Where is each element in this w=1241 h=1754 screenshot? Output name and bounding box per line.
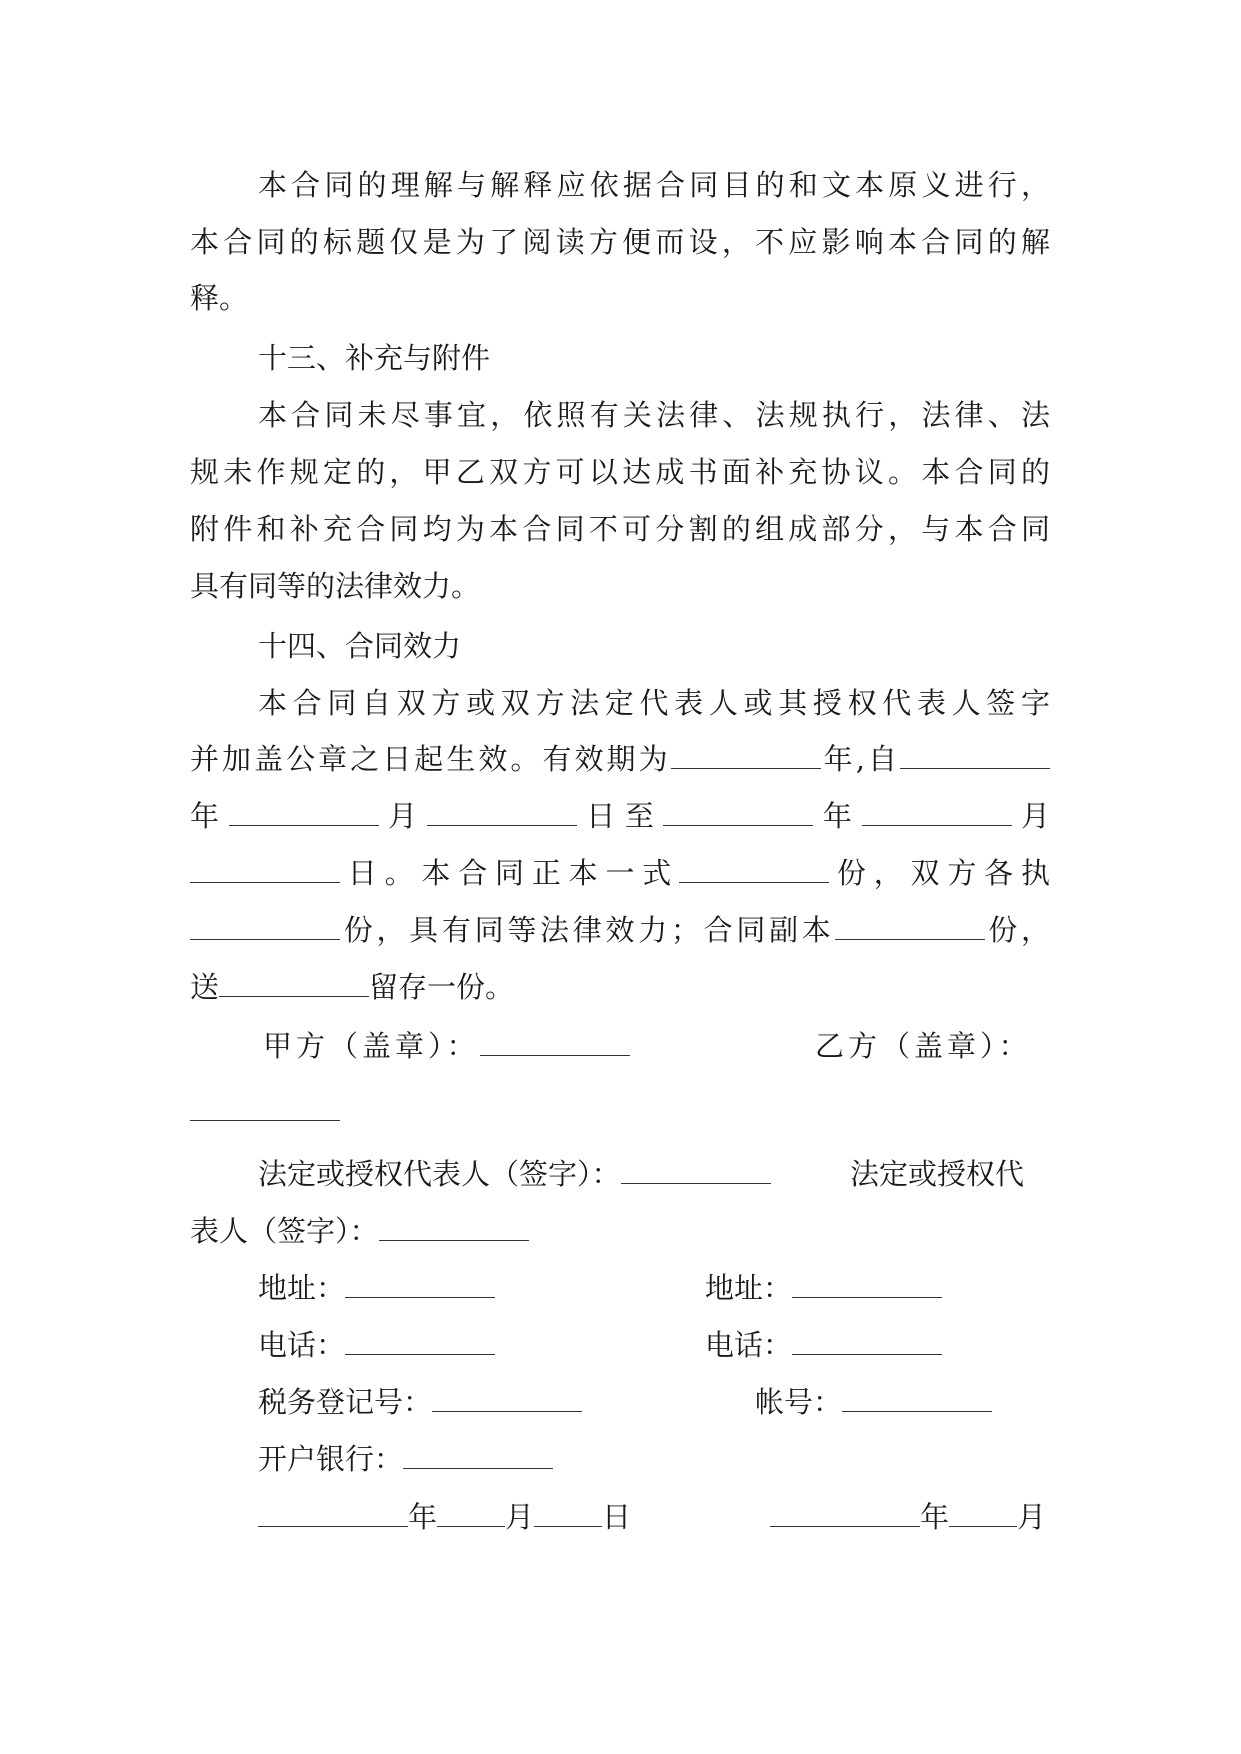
copies-line: [190, 967, 1050, 1007]
fill-blank[interactable]: [949, 1502, 1017, 1527]
section-heading: 十四、合同效力: [258, 629, 462, 663]
label: 日: [602, 1500, 632, 1534]
text-segment: 并加盖公章之日起生效。有效期为: [190, 742, 671, 776]
text-segment: 份，双方各执: [829, 856, 1050, 890]
rep-b-line: [190, 1211, 1050, 1251]
paragraph-line: 本合同的标题仅是为了阅读方便而设，不应影响本合同的解: [190, 225, 1050, 259]
paragraph-line: 本合同自双方或双方法定代表人或其授权代表人签字: [258, 686, 1050, 720]
fill-blank[interactable]: [792, 1273, 942, 1298]
text-segment: 月: [388, 799, 418, 833]
text-segment: 留存一份。: [369, 970, 515, 1004]
label: 电话：: [258, 1328, 346, 1362]
fill-blank[interactable]: [345, 1273, 495, 1298]
fill-blank[interactable]: [403, 1444, 553, 1469]
copies-line: [190, 853, 1050, 893]
paragraph-line: 本合同的理解与解释应依据合同目的和文本原义进行，: [258, 168, 1050, 202]
date-a: [258, 1497, 678, 1537]
label: 年: [408, 1500, 438, 1534]
label: 月: [505, 1500, 535, 1534]
paragraph-line: 本合同未尽事宜，依照有关法律、法规执行，法律、法: [258, 398, 1050, 432]
fill-blank[interactable]: [379, 1216, 529, 1241]
fill-blank[interactable]: [679, 858, 829, 883]
label: 法定或授权代表人（签字）：: [258, 1157, 621, 1191]
fill-blank[interactable]: [534, 1502, 602, 1527]
paragraph-line: 具有同等的法律效力。: [190, 569, 481, 603]
fill-blank[interactable]: [621, 1159, 771, 1184]
section-heading: 十三、补充与附件: [258, 341, 491, 375]
paragraph-line: 释。: [190, 281, 249, 315]
text-segment: 年: [822, 799, 853, 833]
fill-blank[interactable]: [190, 858, 340, 883]
label: 地址：: [705, 1271, 793, 1305]
fill-blank[interactable]: [835, 915, 985, 940]
rep-a-line: [258, 1154, 838, 1194]
label: 帐号：: [755, 1385, 843, 1419]
fill-blank[interactable]: [842, 1387, 992, 1412]
fill-blank[interactable]: [258, 1502, 408, 1527]
address-b: [705, 1268, 1005, 1308]
fill-blank[interactable]: [219, 972, 369, 997]
label: 电话：: [705, 1328, 793, 1362]
bank-line: [258, 1439, 658, 1479]
label: 地址：: [258, 1271, 346, 1305]
fill-blank[interactable]: [900, 744, 1050, 769]
label: 表人（签字）：: [190, 1214, 379, 1248]
date-range-line: [190, 796, 1050, 836]
account-number: [755, 1382, 1055, 1422]
copies-line: [190, 910, 1050, 950]
validity-line: [190, 739, 1050, 779]
party-a-seal: [263, 1026, 663, 1066]
label: 开户银行：: [258, 1442, 404, 1476]
fill-blank[interactable]: [480, 1031, 630, 1056]
text-segment: 年,自: [820, 742, 900, 776]
fill-blank[interactable]: [190, 1096, 340, 1121]
fill-blank[interactable]: [437, 1502, 505, 1527]
text-segment: 日 至: [586, 799, 655, 833]
party-b-seal: 乙方（盖章）：: [815, 1029, 1032, 1063]
fill-blank[interactable]: [862, 801, 1012, 826]
label: 月: [1017, 1500, 1047, 1534]
fill-blank[interactable]: [432, 1387, 582, 1412]
fill-blank[interactable]: [671, 744, 821, 769]
tax-registration: [258, 1382, 658, 1422]
rep-b-label: 法定或授权代: [850, 1157, 1025, 1191]
text-segment: 份，: [984, 913, 1050, 947]
fill-blank[interactable]: [792, 1330, 942, 1355]
fill-blank[interactable]: [190, 915, 340, 940]
phone-b: [705, 1325, 1005, 1365]
text-segment: 日。本合同正本一式: [340, 856, 680, 890]
fill-blank[interactable]: [345, 1330, 495, 1355]
paragraph-line: 附件和补充合同均为本合同不可分割的组成部分，与本合同: [190, 512, 1050, 546]
fill-blank[interactable]: [663, 801, 813, 826]
fill-blank[interactable]: [427, 801, 577, 826]
phone-a: [258, 1325, 558, 1365]
text-segment: 份，具有同等法律效力；合同副本: [340, 913, 835, 947]
date-b: [770, 1497, 1060, 1537]
label: 税务登记号：: [258, 1385, 433, 1419]
address-a: [258, 1268, 558, 1308]
fill-blank[interactable]: [229, 801, 379, 826]
paragraph-line: 规未作规定的，甲乙双方可以达成书面补充协议。本合同的: [190, 455, 1050, 489]
text-segment: 送: [190, 970, 220, 1004]
fill-blank[interactable]: [770, 1502, 920, 1527]
text-segment: 月: [1021, 799, 1051, 833]
text-segment: 年: [190, 799, 220, 833]
label: 年: [920, 1500, 950, 1534]
label: 甲方（盖章）：: [263, 1029, 480, 1063]
